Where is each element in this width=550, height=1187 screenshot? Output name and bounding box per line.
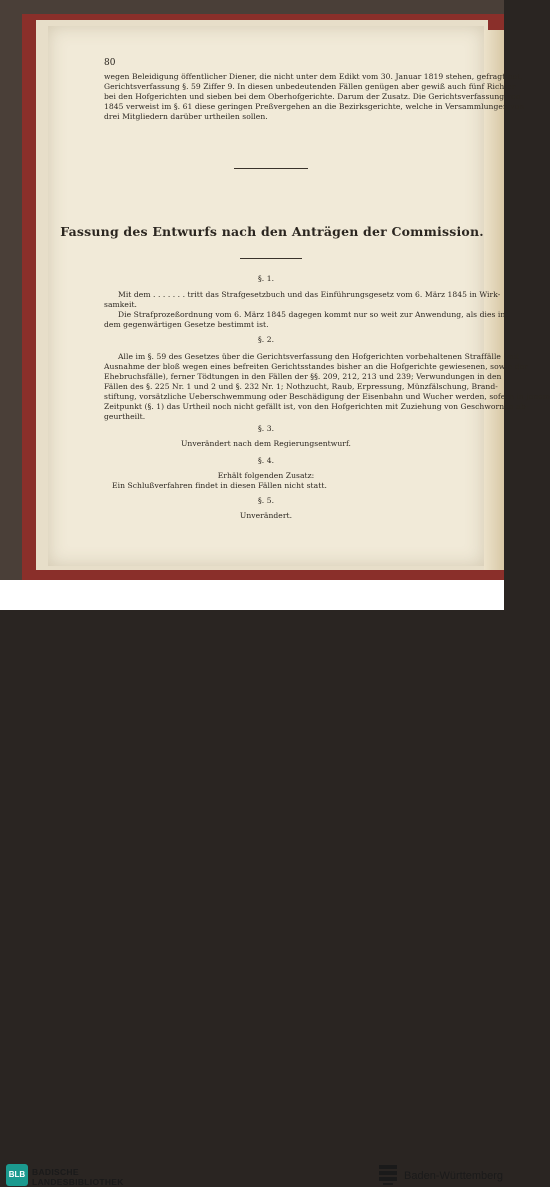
intro-line: 1845 verweist im §. 61 diese geringen Preßvergehen an die Bezirksgerichte, welche in Versammlungen von <box>104 102 525 111</box>
section-line: Alle im §. 59 des Gesetzes über die Gerichtsverfassung den Hofgerichten vorbehaltenen Straffälle (mit <box>118 352 520 361</box>
section-line: geurtheilt. <box>104 412 146 421</box>
intro-line: bei den Hofgerichten und sieben bei dem Oberhofgerichte. Darum der Zusatz. Die Gerichtsverfassung von <box>104 92 521 101</box>
section-line: stiftung, vorsätzliche Ueberschwemmung oder Beschädigung der Eisenbahn und Wucher werden, sofern in jenem <box>104 392 550 401</box>
blb-logo[interactable]: BLB <box>6 1164 28 1186</box>
section-line: Ausnahme der bloß wegen eines befreiten Gerichtsstandes bisher an die Hofgerichte gewiesenen, sowie der <box>104 362 528 371</box>
section-label: §. 1. <box>257 274 275 283</box>
section-line: Fällen des §. 225 Nr. 1 und 2 und §. 232 Nr. 1; Nothzucht, Raub, Erpressung, Münzfälschung, Brand- <box>104 382 498 391</box>
section-line: Erhält folgenden Zusatz: <box>217 471 315 480</box>
scanned-page-photo <box>0 0 550 580</box>
state-name: Baden-Württemberg <box>404 1170 504 1182</box>
page-heading: Fassung des Entwurfs nach den Anträgen der Commission. <box>60 224 484 239</box>
footer-bar <box>0 580 504 1187</box>
section-line: Ein Schlußverfahren findet in diesen Fällen nicht statt. <box>112 481 327 490</box>
intro-line: drei Mitgliedern darüber urtheilen sollen. <box>104 112 268 121</box>
section-line: Ehebruchsfälle), ferner Tödtungen in den Fällen der §§. 209, 212, 213 und 239; Verwundungen in den <box>104 372 502 381</box>
heading-underline <box>240 258 302 259</box>
intro-line: wegen Beleidigung öffentlicher Diener, die nicht unter dem Edikt vom 30. Januar 1819 stehen, gefragt hat, <box>104 72 523 81</box>
section-label: §. 5. <box>257 496 275 505</box>
section-label: §. 4. <box>257 456 275 465</box>
baden-wuerttemberg-lions-icon[interactable] <box>378 1164 398 1186</box>
section-divider <box>234 168 308 169</box>
intro-line: Gerichtsverfassung §. 59 Ziffer 9. In diesen unbedeutenden Fällen genügen aber gewiß auch fünf Richter <box>104 82 516 91</box>
section-line: Unverändert nach dem Regierungsentwurf. <box>180 439 352 448</box>
section-line: Mit dem . . . . . . . tritt das Strafgesetzbuch und das Einführungsgesetz vom 6. März 1845 in Wirk- <box>118 290 501 299</box>
section-line: Unverändert. <box>239 511 293 520</box>
library-name-line2: LANDESBIBLIOTHEK <box>32 1177 124 1187</box>
page-number: 80 <box>104 58 116 68</box>
section-line: Zeitpunkt (§. 1) das Urtheil noch nicht gefällt ist, von den Hofgerichten mit Zuziehung von Geschwornen ab- <box>104 402 529 411</box>
section-label: §. 3. <box>257 424 275 433</box>
section-line: Die Strafprozeßordnung vom 6. März 1845 dagegen kommt nur so weit zur Anwendung, als dies in <box>118 310 506 319</box>
section-line: dem gegenwärtigen Gesetze bestimmt ist. <box>104 320 269 329</box>
section-line: samkeit. <box>104 300 138 309</box>
library-name-line1: BADISCHE <box>32 1167 79 1177</box>
section-label: §. 2. <box>257 335 275 344</box>
